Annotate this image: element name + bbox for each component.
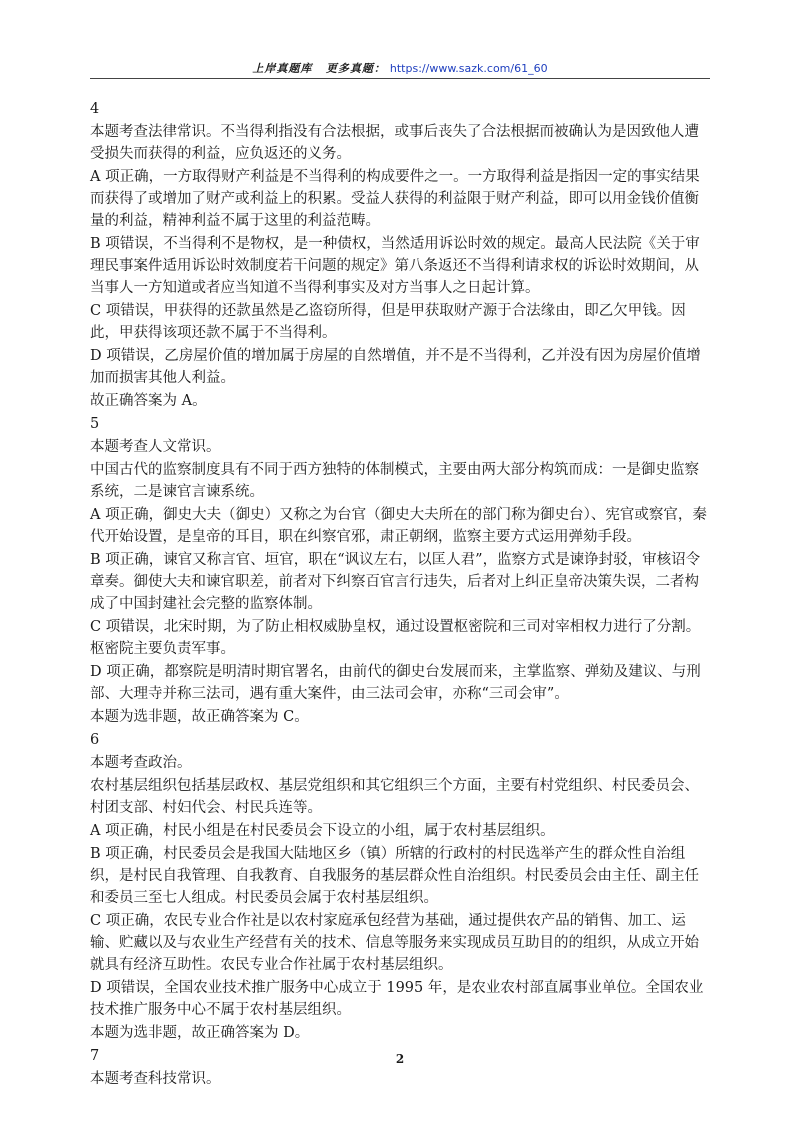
paragraph: 农村基层组织包括基层政权、基层党组织和其它组织三个方面，主要有村党组织、村民委员会、村团支部、村妇代会、村民兵连等。	[90, 778, 699, 816]
paragraph: 中国古代的监察制度具有不同于西方独特的体制模式，主要由两大部分构筑而成：一是御史监察系统，二是谏官言谏系统。	[90, 462, 699, 500]
answer-line: 本题为选非题，故正确答案为 C。	[90, 709, 309, 725]
paragraph: D 项错误，乙房屋价值的增加属于房屋的自然增值，并不是不当得利，乙并没有因为房屋价值增加而损害其他人利益。	[90, 348, 701, 386]
paragraph: A 项正确，御史大夫（御史）又称之为台官（御史大夫所在的部门称为御史台）、宪官或察官，秦代开始设置，是皇帝的耳目，职在纠察官邪，肃正朝纲，监察主要方式运用弹劾手段。	[90, 507, 707, 545]
answer-line: 故正确答案为 A。	[90, 393, 207, 409]
question-number: 5	[90, 416, 100, 432]
page-number: 2	[395, 1052, 405, 1066]
paragraph: B 项错误，不当得利不是物权，是一种债权，当然适用诉讼时效的规定。最高人民法院《关于审理民事案件适用诉讼时效制度若干问题的规定》第八条返还不当得利请求权的诉讼时效期间，从当事人一方知道或者应当知道不当得利事实及对方当事人之日起计算。	[90, 236, 700, 296]
document-body	[90, 98, 712, 1091]
paragraph: 本题考查人文常识。	[90, 439, 221, 455]
paragraph: 本题考查科技常识。	[90, 1071, 221, 1087]
paragraph: C 项正确，农民专业合作社是以农村家庭承包经营为基础，通过提供农产品的销售、加工、运输、贮藏以及与农业生产经营有关的技术、信息等服务来实现成员互助目的的组织，从成立开始就具有经济互助性。农民专业合作社属于农村基层组织。	[90, 913, 699, 973]
paragraph: A 项正确，一方取得财产利益是不当得利的构成要件之一。一方取得利益是指因一定的事实结果而获得了或增加了财产或利益上的积累。受益人获得的利益限于财产利益，即可以用金钱价值衡量的利益，精神利益不属于这里的利益范畴。	[90, 169, 700, 229]
paragraph: B 项正确，村民委员会是我国大陆地区乡（镇）所辖的行政村的村民选举产生的群众性自治组织，是村民自我管理、自我教育、自我服务的基层群众性自治组织。村民委员会由主任、副主任和委员三至七人组成。村民委员会属于农村基层组织。	[90, 846, 699, 906]
paragraph: D 项错误，全国农业技术推广服务中心成立于 1995 年，是农业农村部直属事业单位。全国农业技术推广服务中心不属于农村基层组织。	[90, 980, 704, 1018]
header-more-label: 更多真题：	[325, 62, 386, 75]
paragraph: C 项错误，北宋时期，为了防止相权威胁皇权，通过设置枢密院和三司对宰相权力进行了分割。枢密院主要负责军事。	[90, 619, 701, 657]
question-number: 4	[90, 101, 100, 117]
paragraph: 本题考查政治。	[90, 755, 192, 771]
header-url-link[interactable]: https://www.sazk.com/61_60	[389, 62, 548, 75]
paragraph: 本题考查法律常识。不当得利指没有合法根据，或事后丧失了合法根据而被确认为是因致他人遭受损失而获得的利益，应负返还的义务。	[90, 124, 699, 162]
question-number: 6	[90, 732, 100, 748]
answer-line: 本题为选非题，故正确答案为 D。	[90, 1025, 310, 1041]
page-header	[0, 60, 800, 76]
paragraph: A 项正确，村民小组是在村民委员会下设立的小组，属于农村基层组织。	[90, 823, 555, 839]
paragraph: D 项正确，都察院是明清时期官署名，由前代的御史台发展而来，主掌监察、弹劾及建议、与刑部、大理寺并称三法司，遇有重大案件，由三法司会审，亦称“三司会审”。	[90, 664, 701, 702]
header-brand: 上岸真题库	[252, 62, 313, 75]
header-divider	[90, 78, 710, 79]
paragraph: B 项正确，谏官又称言官、垣官，职在“讽议左右，以匡人君”，监察方式是谏诤封驳，审核诏令章奏。御使大夫和谏官职差，前者对下纠察百官言行违失，后者对上纠正皇帝决策失误，二者构成了中国封建社会完整的监察体制。	[90, 552, 701, 612]
question-number: 7	[90, 1048, 100, 1064]
paragraph: C 项错误，甲获得的还款虽然是乙盗窃所得，但是甲获取财产源于合法缘由，即乙欠甲钱。因此，甲获得该项还款不属于不当得利。	[90, 303, 686, 341]
